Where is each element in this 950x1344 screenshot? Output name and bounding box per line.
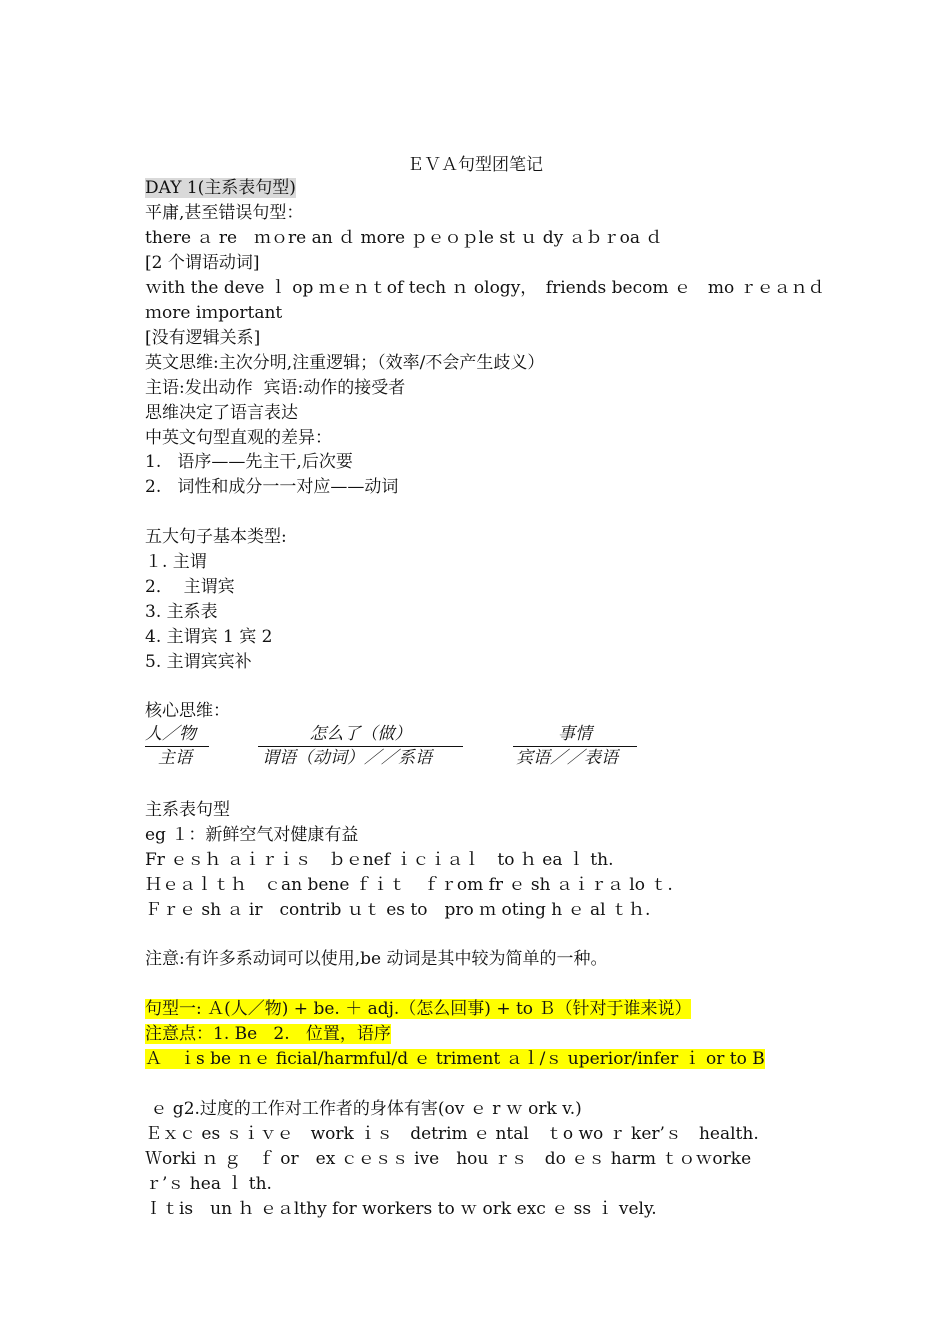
text-line: there ａ re ｍｏre an ｄ more ｐｅｏｐle st ｕ dy ａｂｒoa ｄ — [145, 228, 663, 248]
text-line: Fr ｅｓｈ ａｉｒｉｓ ｂｅnef ｉｃｉａｌ to ｈ ea ｌ th. — [145, 850, 614, 870]
text-line: Ｉｔis un ｈ ｅａlthy for workers to ｗ ork exc ｅ ss ｉ vely. — [145, 1199, 657, 1219]
text-line: 平庸,甚至错误句型： — [145, 203, 304, 223]
highlight-line — [145, 997, 691, 1021]
core-top-object-text: 事情 — [513, 722, 637, 747]
core-top-subject-text: 人／物 — [145, 722, 209, 747]
types-heading: 五大句子基本类型: — [145, 527, 287, 547]
core-top-verb-text: 怎么了（做） — [258, 722, 463, 747]
text-line: Ｈｅａｌｔｈ ｃan bene ｆｉｔ ｆｒom fr ｅ sh ａｉｒａ lo ｔ. — [145, 875, 673, 895]
day-heading — [145, 176, 296, 200]
text-line: [没有逻辑关系] — [145, 328, 261, 348]
text-line: Ｅｘｃ es ｓｉｖｅ work ｉｓ detrim ｅ ntal ｔo wo ｒ ker’ｓ health. — [145, 1124, 759, 1144]
list-item: １. 主谓 — [145, 552, 207, 572]
highlight-line — [145, 1047, 765, 1071]
core-heading: 核心思维： — [145, 701, 230, 721]
list-item: 1. 语序——先主干,后次要 — [145, 452, 353, 472]
core-top-verb — [258, 722, 463, 747]
list-item: 4. 主谓宾 1 宾 2 — [145, 627, 273, 647]
core-bottom-verb: 谓语（动词）／／系语 — [262, 748, 432, 768]
core-bottom-subject: 主语 — [158, 748, 192, 768]
text-line: ｗith the deve ｌ op ｍｅｎｔof tech ｎ ology， friends becom ｅ mo ｒｅａｎｄ — [145, 278, 825, 298]
text-line: 英文思维:主次分明,注重逻辑；（效率/不会产生歧义） — [145, 353, 545, 373]
core-bottom-object: 宾语／／表语 — [516, 748, 618, 768]
list-item: 3. 主系表 — [145, 602, 218, 622]
highlight-text: Ａ ｉs be ｎｅ ficial/harmful/d ｅ triment ａｌ/ｓ uperior/infer ｉ or to B — [145, 1049, 765, 1069]
core-top-object — [513, 722, 637, 747]
list-item: 5. 主谓宾宾补 — [145, 652, 252, 672]
text-line: ｍore iｍportant — [145, 303, 283, 323]
section-heading: 主系表句型 — [145, 800, 230, 820]
text-line: eg １：新鲜空气对健康有益 — [145, 825, 359, 845]
day-heading-text: DAY 1(主系表句型) — [145, 178, 296, 198]
text-line: [2 个谓语动词] — [145, 253, 260, 273]
text-line: Ｆｒｅ sh ａ ir contrib ｕｔ es to pro ｍ oting h ｅ al ｔｈ. — [145, 900, 651, 920]
text-line: 主语:发出动作 宾语:动作的接受者 — [145, 378, 406, 398]
text-line: ｒ’ｓ hea ｌ th. — [145, 1174, 272, 1194]
text-line: Ｗorki ｎ ｇ ｆ or ex ｃｅｓｓ ive hou ｒｓ do ｅｓ harm ｔｏｗorke — [145, 1149, 752, 1169]
highlight-text: 注意点：1. Be 2. 位置，语序 — [145, 1024, 391, 1044]
text-line: 思维决定了语言表达 — [145, 403, 298, 423]
core-top-subject — [145, 722, 209, 747]
text-line: 中英文句型直观的差异： — [145, 428, 332, 448]
note-line: 注意:有许多系动词可以使用,be 动词是其中较为简单的一种。 — [145, 949, 608, 969]
list-item: 2． 主谓宾 — [145, 577, 235, 597]
highlight-text: 句型一: Ａ(人／物) + be. ＋ adj.（怎么回事) + to Ｂ（针对于谁来说） — [145, 999, 692, 1019]
list-item: 2. 词性和成分一一对应——动词 — [145, 477, 399, 497]
document-title: ＥＶＡ句型团笔记 — [407, 155, 543, 175]
highlight-line — [145, 1022, 391, 1046]
text-line: ｅ g2.过度的工作对工作者的身体有害(ov ｅ r ｗ ork v.) — [145, 1099, 582, 1119]
